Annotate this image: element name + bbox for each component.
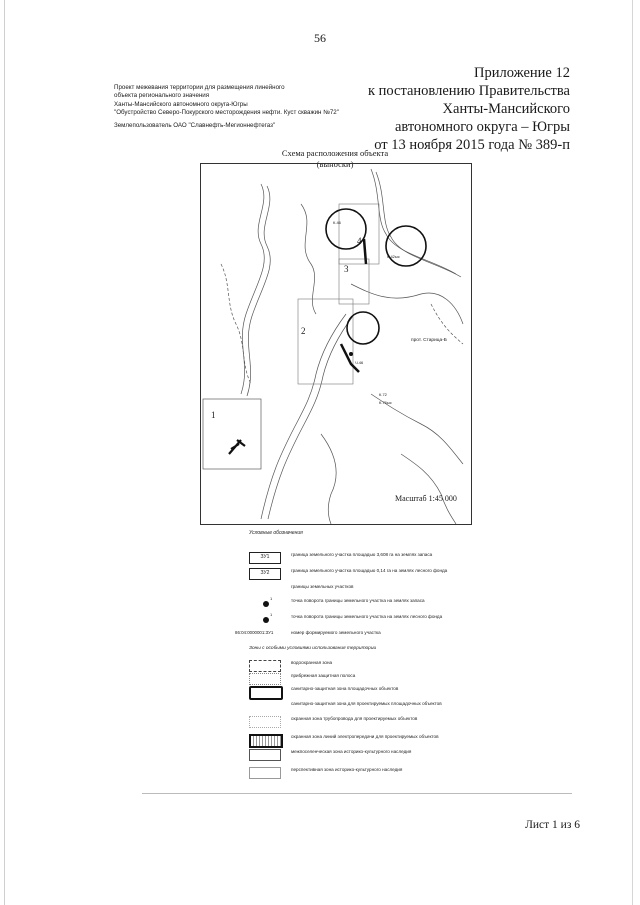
zone-row	[249, 734, 479, 748]
map-scale: Масштаб 1:45 000	[395, 494, 457, 503]
project-line: Проект межевания территории для размещения линейного	[114, 84, 285, 91]
zone-text: водоохранная зона	[291, 660, 333, 665]
zone-symbol	[249, 749, 281, 761]
sheet-counter: Лист 1 из 6	[525, 819, 580, 831]
river-line	[401, 454, 456, 524]
appendix-line: к постановлению Правительства	[368, 83, 570, 99]
zone-symbol	[249, 734, 283, 748]
zone-row	[249, 686, 479, 700]
legend-title: Условные обозначения	[249, 530, 303, 536]
zone-text: перспективная зона историко-культурного наследия	[291, 767, 403, 772]
point-label: 1	[270, 612, 273, 617]
boundary-line	[221, 264, 251, 384]
legend-text: точка поворота границы земельного участка на землях запаса	[291, 598, 425, 603]
point-dot-icon	[263, 601, 269, 607]
map-drawing	[201, 164, 471, 524]
map-label-k76: К.76ыс	[379, 400, 392, 405]
appendix-line: автономного округа – Югры	[394, 119, 570, 135]
appendix-line: Ханты-Мансийского	[442, 101, 570, 117]
project-line: "Обустройство Северо-Покурского месторождения нефти. Куст скважин №72"	[114, 109, 339, 117]
map-label-2: 2	[301, 326, 306, 336]
legend-row	[249, 584, 479, 598]
river-line	[247, 186, 270, 396]
page-number: 56	[314, 31, 326, 45]
map-label-k42: К.42ыс	[387, 254, 400, 259]
legend-text: точка поворота границы земельного участка на землях лесного фонда	[291, 614, 443, 619]
legend-symbol-zu1: ЗУ1	[249, 552, 281, 564]
zone-symbol	[249, 716, 281, 728]
zone-symbol	[249, 660, 281, 672]
legend-row	[249, 568, 479, 582]
legend-text: номер формируемого земельного участка	[291, 630, 381, 635]
schema-subtitle: (выноски)	[316, 159, 354, 169]
zone-row	[249, 673, 479, 687]
zone-circle	[386, 226, 426, 266]
zone-symbol	[249, 767, 281, 779]
appendix-line: Приложение 12	[474, 65, 570, 81]
appendix-line: от 13 ноября 2015 года № 389-п	[374, 137, 570, 153]
divider-line	[142, 793, 572, 794]
legend-symbol-boundary	[249, 584, 279, 594]
map-label-k72: К.72	[379, 392, 387, 397]
zone-row	[249, 749, 479, 763]
legend-row	[249, 598, 479, 612]
legend-symbol-point	[249, 598, 279, 608]
map-frame-2	[298, 299, 353, 384]
map-label-4: 4	[357, 236, 362, 246]
zone-row	[249, 716, 479, 730]
project-line: Ханты-Мансийского автономного округа-Югры	[114, 100, 248, 108]
legend-text: границы земельных участков	[291, 584, 354, 589]
map-label-1: 1	[211, 410, 216, 420]
legend-text: граница земельного участка площадью 0,14 га на землях лесного фонда	[291, 568, 448, 573]
project-description	[114, 84, 339, 130]
map-label-3: 3	[344, 264, 349, 274]
zone-symbol	[249, 673, 281, 685]
legend-symbol-zu2: ЗУ2	[249, 568, 281, 580]
legend-text: граница земельного участка площадью 3,608 га на землях запаса	[291, 552, 433, 557]
legend-symbol-point	[249, 614, 279, 624]
legend-row	[249, 614, 479, 628]
object-line	[341, 344, 359, 372]
map-label-ch46: Ч.46	[355, 360, 364, 365]
schema-title: Схема расположения объекта	[281, 148, 389, 158]
map-label-k46: К.46	[333, 220, 341, 225]
zones-title: Зоны с особыми условиями использования территории	[249, 646, 377, 651]
zone-symbol	[249, 686, 283, 700]
object-line	[364, 239, 366, 264]
legend-row	[235, 630, 465, 644]
project-line: Землепользователь ОАО "Славнефть-Мегионнефтегаз"	[114, 121, 276, 129]
legend-symbol-number: 86:04:0000001:ЗУ1	[235, 630, 274, 635]
river-line	[301, 204, 316, 314]
zone-text: межпоселенческая зона историко-культурного наследия	[291, 749, 412, 754]
zone-text: прибрежная защитная полоса	[291, 673, 356, 678]
zone-text: санитарно-защитная зона для проектируемых площадочных объектов	[291, 701, 442, 706]
zone-text: санитарно-защитная зона площадочных объектов	[291, 686, 399, 691]
river-line	[268, 316, 353, 519]
zone-row	[249, 767, 479, 781]
legend-row	[249, 552, 479, 566]
turning-point	[349, 352, 353, 356]
zone-symbol	[249, 701, 279, 711]
right-edge-line	[632, 0, 633, 905]
map-label-protoka: прот. Старица-Б	[411, 338, 447, 343]
river-line	[321, 434, 336, 524]
zone-text: охранная зона трубопровода для проектируемых объектов	[291, 716, 418, 721]
location-map	[200, 163, 472, 525]
zone-row	[249, 660, 479, 674]
zone-text: охранная зона линий электропередачи для проектируемых объектов	[291, 734, 439, 739]
appendix-header	[368, 64, 570, 154]
point-label: 1	[270, 596, 273, 601]
zone-circle	[347, 312, 379, 344]
point-dot-icon	[263, 617, 269, 623]
river-line	[371, 169, 456, 274]
zone-row	[249, 701, 479, 715]
project-line: объекта регионального значения	[114, 92, 210, 100]
inset-object-icon	[229, 440, 245, 454]
left-edge-line	[4, 0, 5, 905]
